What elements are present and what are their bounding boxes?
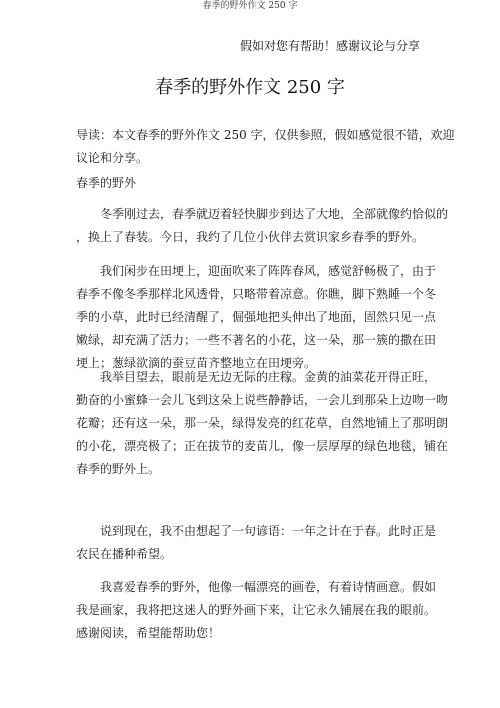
paragraph-line: 埂上；葱绿欲滴的蚕豆苗齐整地立在田埂旁。 [76,356,317,370]
paragraph-4 [76,520,437,566]
paragraph-line: 春季的野外上。 [76,462,161,476]
section-heading: 春季的野外 [76,176,137,190]
paragraph-3 [76,366,449,481]
paragraph-line: 春季不像冬季那样北风透骨，只略带着凉意。你瞧，脚下熟睡一个冬 [76,287,437,301]
paragraph-5 [76,576,437,645]
paragraph-line: 我喜爱春季的野外，他像一幅漂亮的画卷，有着诗情画意。假如 [100,580,437,594]
paragraph-line: ，换上了春装。今日，我约了几位小伙伴去赏识家乡春季的野外。 [76,230,425,244]
paragraph-line: 我是画家，我将把这迷人的野外画下来，让它永久铺展在我的眼前。 [76,603,437,617]
paragraph-1 [76,203,449,249]
paragraph-line: 的小花，漂亮极了；正在拔节的麦苗儿，像一层厚厚的绿色地毯，铺在 [76,439,449,453]
paragraph-line: 季的小草，此时已经清醒了，倔强地把头伸出了地面，固然只见一点 [76,310,437,324]
paragraph-line: 说到现在，我不由想起了一句谚语：一年之计在于春。此时正是 [100,524,437,538]
thanks-line: 假如对您有帮助！感谢议论与分享 [240,39,421,53]
paragraph-line: 嫩绿，却充满了活力；一些不著名的小花，这一朵，那一簇的撒在田 [76,333,437,347]
paragraph-line: 勤奋的小蜜蜂一会儿飞到这朵上说些静静话，一会儿到那朵上边吻一吻 [76,393,449,407]
paragraph-line: 农民在播种希望。 [76,547,173,561]
paragraph-line: 我举目望去，眼前是无边无际的庄稼。金黄的油菜花开得正旺， [100,370,437,384]
paragraph-line: 冬季刚过去，春季就迈着轻快脚步到达了大地，全部就像约恰似的 [100,207,449,221]
intro-line: 导读：本文春季的野外作文 250 字，仅供参照，假如感觉很不错，欢迎 [76,128,455,142]
paragraph-2 [76,260,437,375]
running-header: 春季的野外作文 250 字 [202,1,298,11]
intro-paragraph [76,124,455,170]
paragraph-line: 我们闲步在田埂上，迎面吹来了阵阵春风，感觉舒畅极了，由于 [100,264,437,278]
document-title: 春季的野外作文 250 字 [155,77,345,98]
intro-line: 议论和分享。 [76,151,149,165]
paragraph-line: 花瓣；还有这一朵，那一朵，绿得发亮的红花草，自然地铺上了那明朗 [76,416,449,430]
paragraph-line: 感谢阅读，希望能帮助您！ [76,626,221,640]
